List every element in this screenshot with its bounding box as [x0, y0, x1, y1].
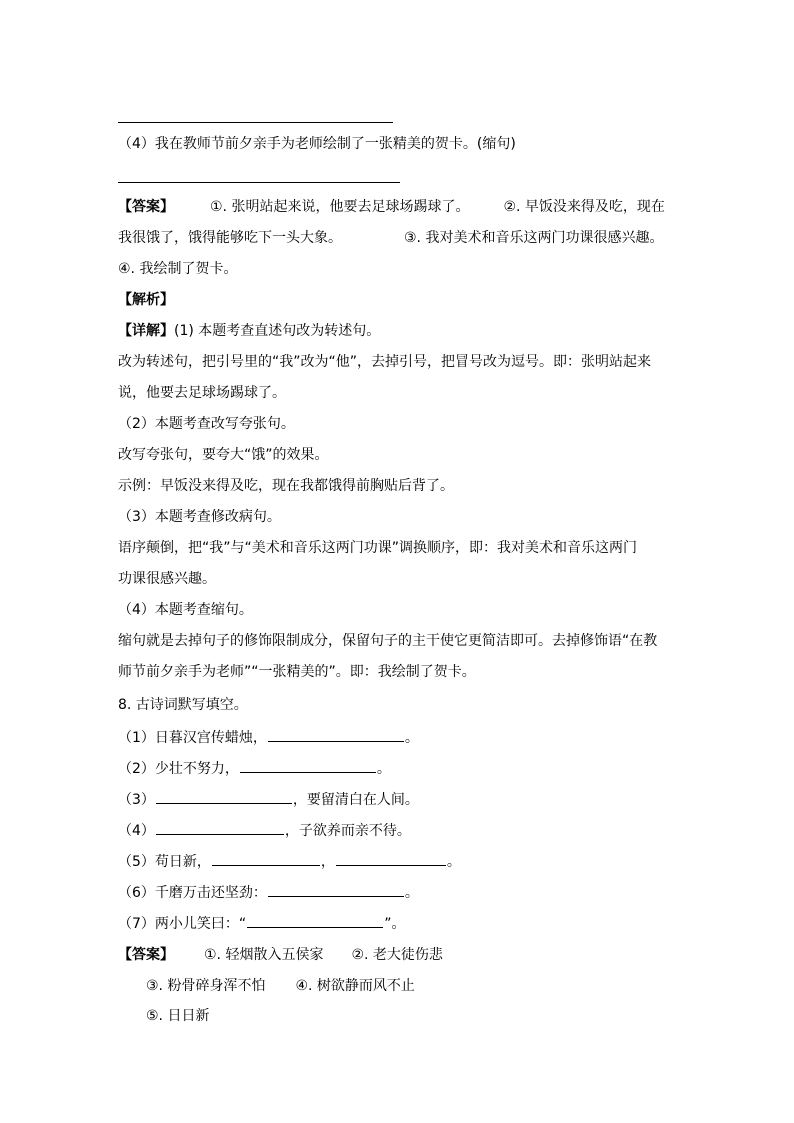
item-suffix: ，子欲养而亲不待。 [284, 823, 411, 839]
answer-item: ⑤. 日日新 [146, 1008, 210, 1024]
fill-item [118, 820, 411, 841]
fill-blank[interactable] [268, 882, 404, 897]
answer-item: ④. 树欲静而风不止 [295, 978, 415, 994]
item-prefix: 千磨万击还坚劲： [154, 885, 267, 901]
fill-item [118, 913, 405, 934]
answer-tag: 【答案】 [118, 947, 174, 963]
fill-blank[interactable] [156, 820, 284, 835]
item-prefix: 两小儿笑曰：“ [154, 916, 247, 932]
answer-2-part2: 我很饿了，饿得能够吃下一头大象。 [118, 230, 342, 246]
item-suffix: 。 [376, 761, 391, 777]
analysis-line: 改为转述句，把引号里的“我”改为“他”，去掉引号，把冒号改为逗号。即：张明站起来 [118, 354, 652, 370]
analysis-line: 说，他要去足球场踢球了。 [118, 385, 286, 401]
item-suffix: ，要留清白在人间。 [292, 792, 419, 808]
answer-1: ①. 张明站起来说，他要去足球场踢球了。 [210, 199, 470, 215]
item-label: （6） [118, 885, 155, 901]
item-label: （4） [118, 823, 155, 839]
question-title: 8. 古诗词默写填空。 [118, 697, 248, 713]
fill-blank[interactable] [336, 851, 446, 866]
analysis-line: 缩句就是去掉句子的修饰限制成分，保留句子的主干使它更简洁即可。去掉修饰语“在教 [118, 633, 658, 649]
item-suffix: 。 [404, 885, 419, 901]
analysis-line: 语序颠倒，把“我”与“美术和音乐这两门功课”调换顺序，即：我对美术和音乐这两门 [118, 540, 638, 556]
answer-row-3 [118, 259, 237, 279]
fill-item [118, 789, 419, 810]
analysis-line: 师节前夕亲手为老师”“一张精美的”。即：我绘制了贺卡。 [118, 664, 476, 680]
fill-blank[interactable] [240, 758, 376, 773]
item-label: （2） [118, 761, 155, 777]
item-suffix: ”。 [384, 916, 406, 932]
fill-item [118, 851, 461, 872]
answer-tag: 【答案】 [118, 199, 174, 215]
answer-blank-line [118, 182, 400, 183]
fill-blank[interactable] [247, 913, 383, 928]
q7-part4 [118, 134, 516, 154]
analysis-line: （2）本题考查改写夸张句。 [118, 416, 295, 432]
analysis-line [118, 321, 380, 341]
answer-item: ①. 轻烟散入五侯家 [204, 947, 324, 963]
item-prefix: 日暮汉宫传蜡烛， [154, 730, 267, 746]
item-label: （3） [118, 792, 155, 808]
answer-4: ④. 我绘制了贺卡。 [118, 261, 238, 277]
item-label: （7） [118, 916, 155, 932]
analysis-line: 改写夸张句，要夸大“饿”的效果。 [118, 447, 329, 463]
item-suffix: 。 [404, 730, 419, 746]
answer-2-part1: ②. 早饭没来得及吃，现在 [503, 199, 665, 215]
fill-blank[interactable] [268, 727, 404, 742]
answer-row [146, 1006, 209, 1026]
analysis-tag: 【解析】 [118, 292, 174, 308]
answer-item: ②. 老大徒伤悲 [351, 947, 443, 963]
detail-tag: 【详解】 [118, 323, 174, 339]
item-label: （1） [118, 730, 155, 746]
analysis-line: （3）本题考查修改病句。 [118, 509, 281, 525]
item-prefix: 苟日新， [154, 854, 211, 870]
answer-blank-line [118, 122, 393, 123]
answer-row-2 [118, 228, 663, 248]
item-suffix: 。 [446, 854, 461, 870]
item-text: 我在教师节前夕亲手为老师绘制了一张精美的贺卡。(缩句) [154, 136, 516, 152]
analysis-line: （4）本题考查缩句。 [118, 602, 253, 618]
item-label: （4） [118, 136, 155, 152]
analysis-line: 功课很感兴趣。 [118, 571, 216, 587]
item-prefix: 少壮不努力， [154, 761, 239, 777]
answer-item: ③. 粉骨碎身浑不怕 [146, 978, 266, 994]
fill-item [118, 882, 419, 903]
fill-item [118, 727, 419, 748]
analysis-text: (1) 本题考查直述句改为转述句。 [174, 323, 381, 339]
fill-blank[interactable] [212, 851, 320, 866]
answer-row [146, 976, 415, 996]
fill-item [118, 758, 391, 779]
item-separator: ， [320, 854, 335, 870]
answer-row [118, 945, 443, 965]
answer-3: ③. 我对美术和音乐这两门功课很感兴趣。 [404, 230, 664, 246]
analysis-line: 示例：早饭没来得及吃，现在我都饿得前胸贴后背了。 [118, 478, 454, 494]
item-label: （5） [118, 854, 155, 870]
fill-blank[interactable] [156, 789, 292, 804]
answer-row-1 [118, 197, 665, 217]
